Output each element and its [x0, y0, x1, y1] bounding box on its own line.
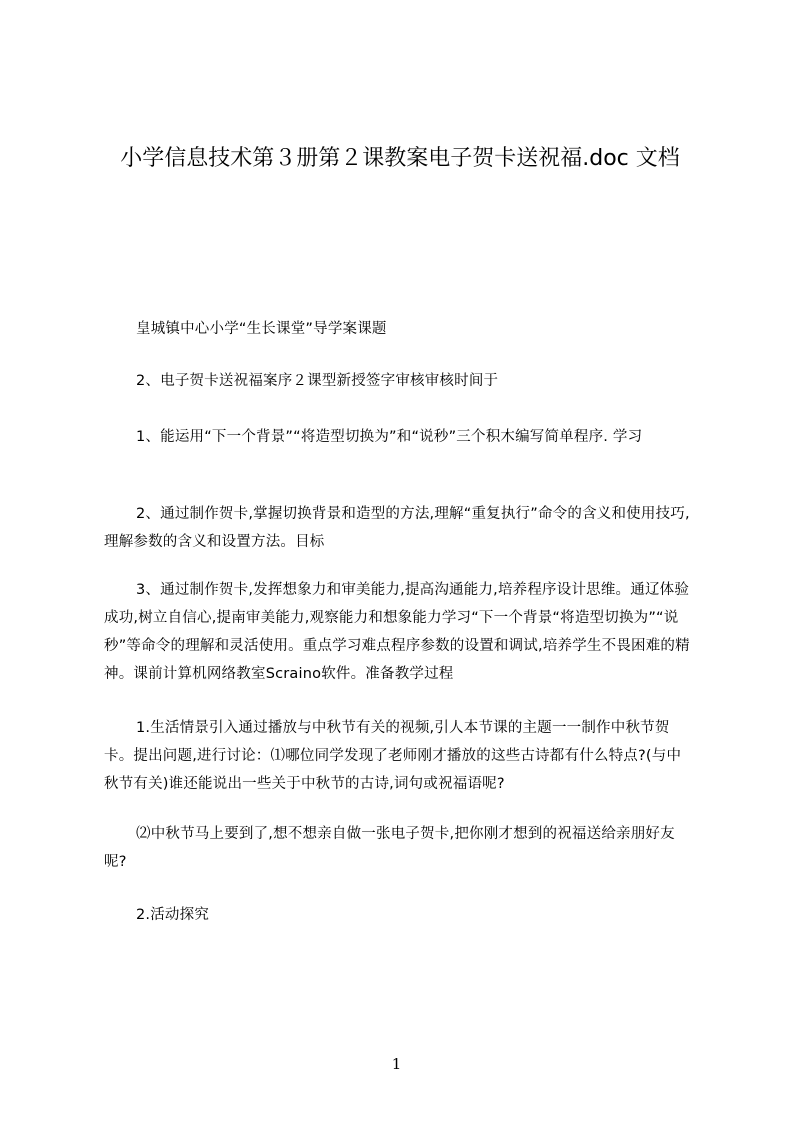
paragraph-intro: 1.生活情景引入通过播放与中秋节有关的视频,引人本节课的主题一一制作中秋节贺卡。提出问题,进行讨论：⑴哪位同学发现了老师刚才播放的这些古诗都有什么特点?(与中秋节有关)谁还能说出一些关于中秋节的古诗,词句或祝福语呢?	[104, 720, 682, 792]
paragraph-school-heading: 皇城镇中心小学“生长课堂”导学案课题	[136, 321, 387, 337]
paragraph-lesson-info: 2、电子贺卡送祝福案序２课型新授签字审核审核时间于	[136, 373, 499, 389]
paragraph-question-2: ⑵中秋节马上要到了,想不想亲自做一张电子贺卡,把你刚才想到的祝福送给亲朋好友呢?	[104, 826, 675, 870]
page-number: 1	[391, 1055, 402, 1073]
paragraph-goal-1: 1、能运用“下一个背景”“将造型切换为”和“说秒”三个积木编写简单程序. 学习	[136, 429, 643, 445]
paragraph-goal-3: 3、通过制作贺卡,发挥想象力和审美能力,提高沟通能力,培养程序设计思维。通辽体验成功,树立自信心,提南审美能力,观察能力和想象能力学习“下一个背景“将造型切换为”“说秒”等命令的理解和灵活使用。重点学习难点程序参数的设置和调试,培养学生不畏困难的精神。课前计算机网络教室Scraino软件。准备教学过程	[104, 582, 690, 682]
document-title: 小学信息技术第３册第２课教案电子贺卡送祝福.doc 文档	[120, 146, 680, 171]
paragraph-activity: 2.活动探究	[136, 907, 210, 923]
paragraph-goal-2: 2、通过制作贺卡,掌握切换背景和造型的方法,理解“重复执行”命令的含义和使用技巧,理解参数的含义和设置方法。目标	[104, 506, 690, 550]
